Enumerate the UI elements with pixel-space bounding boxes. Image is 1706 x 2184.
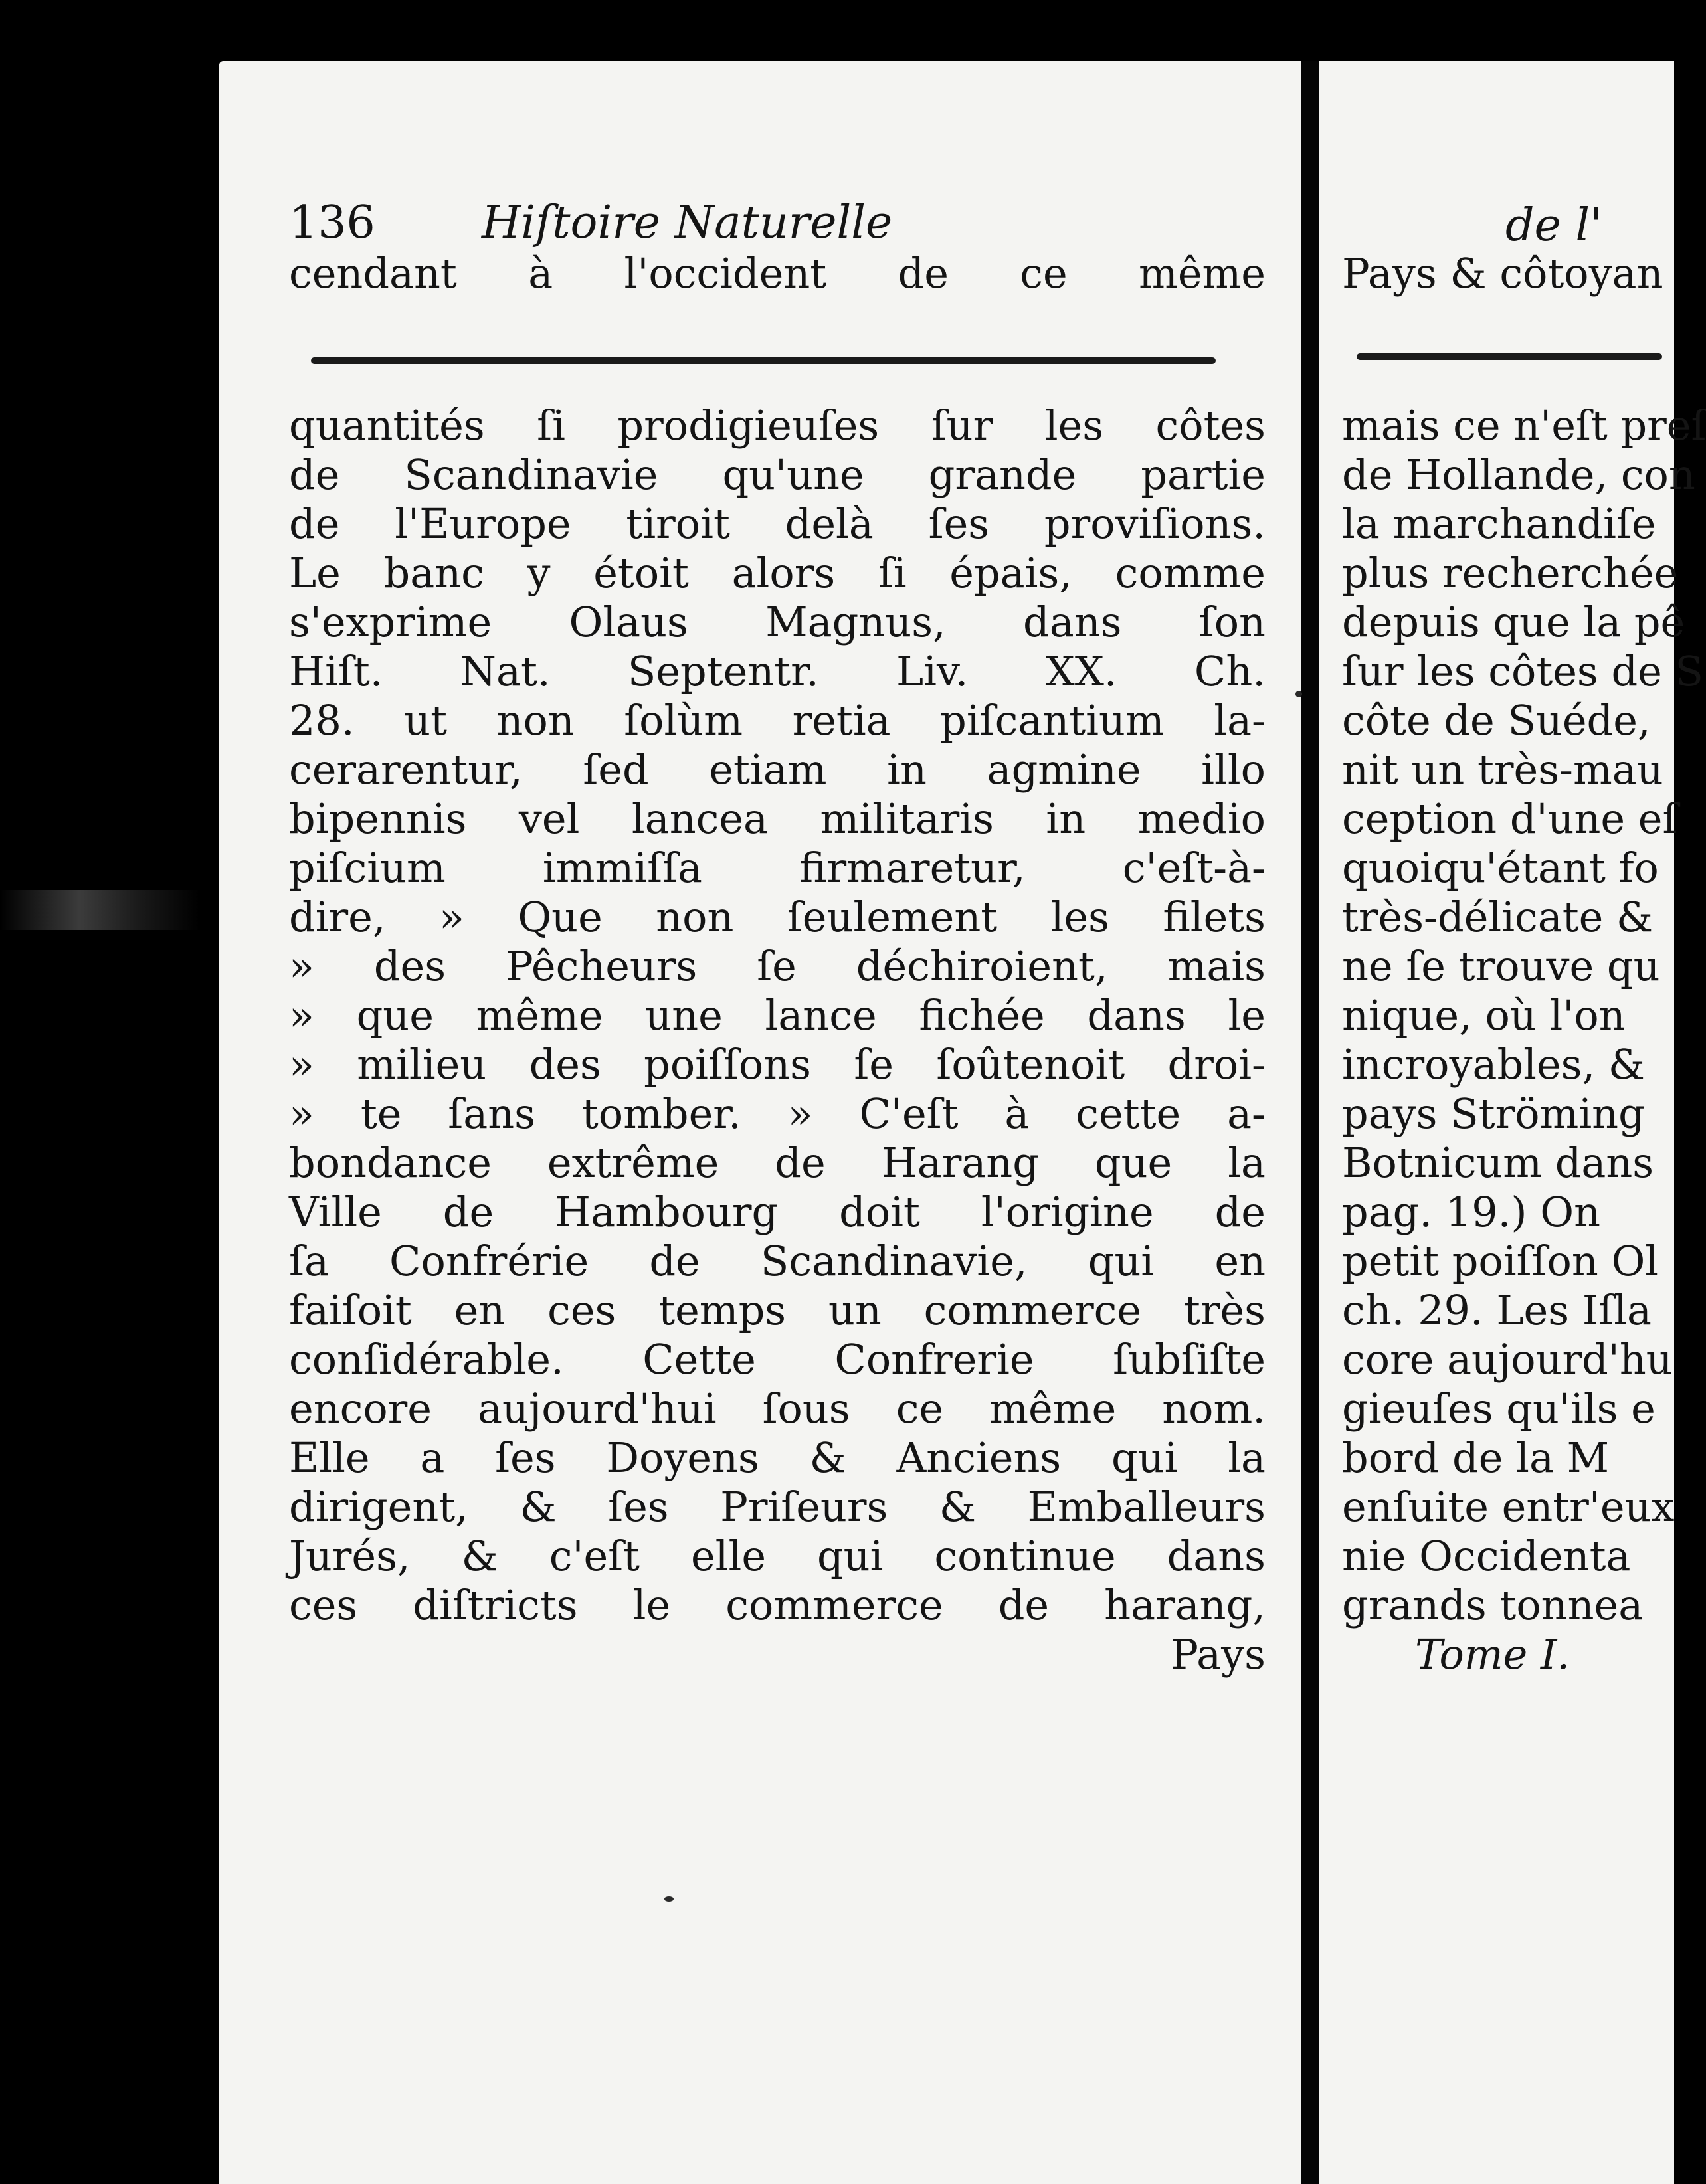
body-line: de l'Europe tiroit delà ſes proviſions. — [289, 500, 1266, 548]
body-line: encore aujourd'hui ſous ce même nom. — [289, 1384, 1266, 1433]
body-line: piſcium immiſſa firmaretur, c'eſt-à- — [289, 844, 1266, 892]
body-line: petit poiſſon Ol — [1342, 1237, 1659, 1285]
body-line: ception d'une eſ — [1342, 794, 1678, 843]
right-page-header: de l' — [1505, 199, 1602, 252]
body-line: bipennis vel lancea militaris in medio — [289, 794, 1266, 843]
body-line: ne ſe trouve qu — [1342, 942, 1660, 990]
body-line: Hiſt. Nat. Septentr. Liv. XX. Ch. — [289, 647, 1266, 695]
body-line: pays Ströming — [1342, 1089, 1645, 1138]
right-header-rule — [1357, 353, 1662, 360]
body-line: de Hollande, con — [1342, 450, 1695, 499]
body-line: grands tonnea — [1342, 1581, 1644, 1629]
body-line: ch. 29. Les Iſla — [1342, 1286, 1652, 1334]
body-line: côte de Suéde, — [1342, 696, 1651, 745]
ink-speck — [664, 1896, 674, 1902]
body-line: core aujourd'hu — [1342, 1335, 1673, 1384]
body-line: mais ce n'eſt preſ — [1342, 401, 1706, 450]
body-line: s'exprime Olaus Magnus, dans ſon — [289, 598, 1266, 646]
body-line: ſa Confrérie de Scandinavie, qui en — [289, 1237, 1266, 1285]
body-line: faiſoit en ces temps un commerce très — [289, 1286, 1266, 1334]
body-line: de Scandinavie qu'une grande partie — [289, 450, 1266, 499]
body-line: Ville de Hambourg doit l'origine de — [289, 1188, 1266, 1236]
body-line: quantités ſi prodigieuſes ſur les côtes — [289, 401, 1266, 450]
body-line: incroyables, & — [1342, 1040, 1646, 1089]
body-line: cerarentur, ſed etiam in agmine illo — [289, 745, 1266, 794]
left-margin-smudge — [0, 890, 199, 930]
header-rule — [311, 357, 1216, 364]
body-line: » te ſans tomber. » C'eſt à cette a- — [289, 1089, 1266, 1138]
body-line: ces diſtricts le commerce de harang, — [289, 1581, 1266, 1629]
body-line: nie Occidenta — [1342, 1532, 1631, 1580]
body-line: dire, » Que non ſeulement les filets — [289, 893, 1266, 941]
body-line: » milieu des poiſſons ſe ſoûtenoit droi- — [289, 1040, 1266, 1089]
body-line: depuis que la pê — [1342, 598, 1685, 646]
body-line: » des Pêcheurs ſe déchiroient, mais — [289, 942, 1266, 990]
catchword: Pays — [1171, 1630, 1266, 1679]
body-line: quoiqu'étant fo — [1342, 844, 1659, 892]
body-line: Elle a ſes Doyens & Anciens qui la — [289, 1433, 1266, 1482]
body-line: cendant à l'occident de ce même — [289, 249, 1266, 298]
page-number: 136 — [289, 197, 375, 249]
body-line: conſidérable. Cette Confrerie ſubſiſte — [289, 1335, 1266, 1384]
body-line: dirigent, & ſes Priſeurs & Emballeurs — [289, 1483, 1266, 1531]
body-line: Pays & côtoyan — [1342, 249, 1663, 298]
body-line: Botnicum dans — [1342, 1138, 1654, 1187]
signature-mark: Tome I. — [1415, 1630, 1570, 1679]
ink-speck — [1295, 691, 1302, 697]
body-line: la marchandiſe — [1342, 500, 1656, 548]
body-line: gieuſes qu'ils e — [1342, 1384, 1656, 1433]
body-line: pag. 19.) On — [1342, 1188, 1601, 1236]
body-line: Jurés, & c'eſt elle qui continue dans — [289, 1532, 1266, 1580]
body-line: Le banc y étoit alors ſi épais, comme — [289, 549, 1266, 597]
body-line: ſur les côtes de S — [1342, 647, 1704, 695]
body-line: très-délicate & — [1342, 893, 1654, 941]
body-line: nit un très-mau — [1342, 745, 1663, 794]
body-line: bord de la M — [1342, 1433, 1610, 1482]
body-line: » que même une lance fichée dans le — [289, 991, 1266, 1040]
body-line: nique, où l'on — [1342, 991, 1626, 1040]
body-line: plus recherchée — [1342, 549, 1679, 597]
running-title: Hiſtoire Naturelle — [482, 197, 893, 249]
body-line: enſuite entr'eux — [1342, 1483, 1675, 1531]
body-line: bondance extrême de Harang que la — [289, 1138, 1266, 1187]
body-line: 28. ut non ſolùm retia piſcantium la- — [289, 696, 1266, 745]
